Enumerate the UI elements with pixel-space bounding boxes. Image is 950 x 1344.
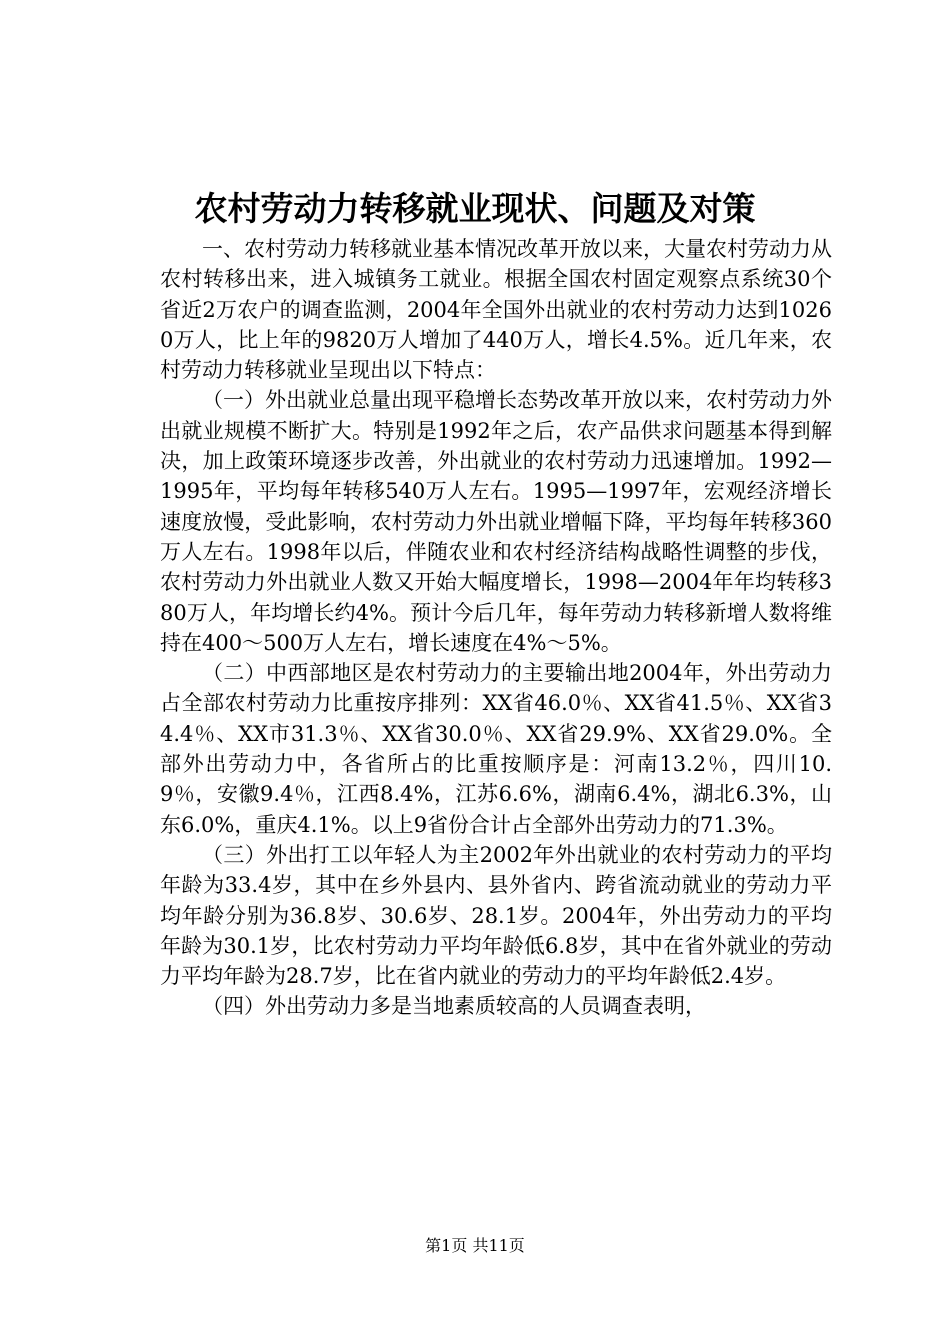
paragraph-higher-quality-workers: （四）外出劳动力多是当地素质较高的人员调查表明， [202, 994, 706, 1019]
paragraph-overview: 一、农村劳动力转移就业基本情况改革开放以来，大量农村劳动力从农村转移出来，进入城镇务工就业。根据全国农村固定观察点系统30个省近2万农户的调查监测，2004年全国外出就业的农村劳动力达到10260万人，比上年的9820万人增加了440万人，增长4.5%。近几年来，农村劳动力转移就业呈现出以下特点： [160, 237, 832, 383]
paragraph-young-workers: （三）外出打工以年轻人为主2002年外出就业的农村劳动力的平均年龄为33.4岁，其中在乡外县内、县外省内、跨省流动就业的劳动力平均年龄分别为36.8岁、30.6岁、28.1岁。2004年，外出劳动力的平均年龄为30.1岁，比农村劳动力平均年龄低6.8岁，其中在省外就业的劳动力平均年龄为28.7岁，比在省内就业的劳动力的平均年龄低2.4岁。 [160, 842, 832, 989]
page-number-footer: 第1页 共11页 [425, 1236, 525, 1255]
document-body [160, 234, 832, 1022]
paragraph-steady-growth: （一）外出就业总量出现平稳增长态势改革开放以来，农村劳动力外出就业规模不断扩大。特别是1992年之后，农产品供求问题基本得到解决，加上政策环境逐步改善，外出就业的农村劳动力迅速增加。1992—1995年，平均每年转移540万人左右。1995—1997年，宏观经济增长速度放慢，受此影响，农村劳动力外出就业增幅下降，平均每年转移360万人左右。1998年以后，伴随农业和农村经济结构战略性调整的步伐，农村劳动力外出就业人数又开始大幅度增长，1998—2004年年均转移380万人，年均增长约4%。预计今后几年，每年劳动力转移新增人数将维持在400～500万人左右，增长速度在4%～5%。 [160, 388, 832, 655]
paragraph-central-western-regions: （二）中西部地区是农村劳动力的主要输出地2004年，外出劳动力占全部农村劳动力比重按序排列：XX省46.0％、XX省41.5％、XX省34.4％、XX市31.3％、XX省30.0％、XX省29.9%、XX省29.0%。全部外出劳动力中，各省所占的比重按顺序是：河南13.2％，四川10.9％，安徽9.4％，江西8.4%，江苏6.6%，湖南6.4%，湖北6.3%，山东6.0%，重庆4.1%。以上9省份合计占全部外出劳动力的71.3%。 [160, 661, 832, 837]
document-title: 农村劳动力转移就业现状、问题及对策 [194, 189, 756, 228]
